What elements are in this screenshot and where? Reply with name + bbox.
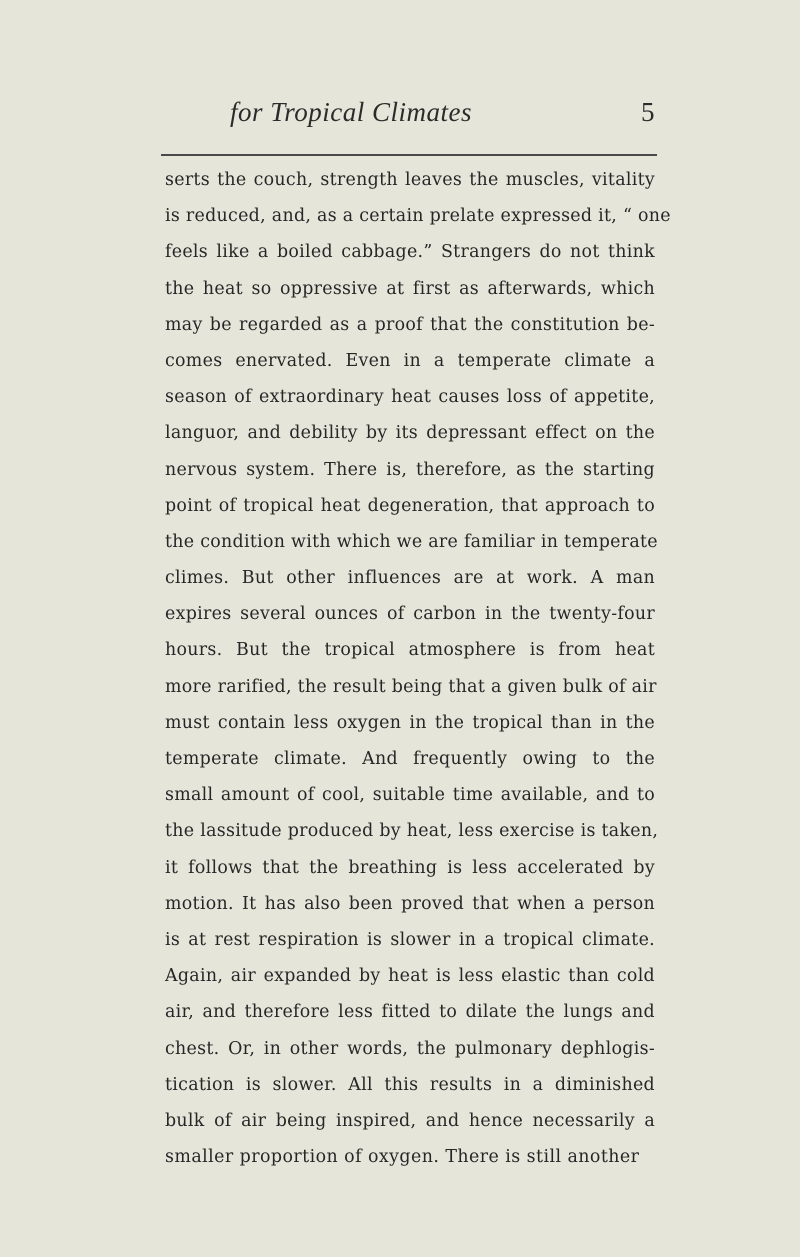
text-line: hours. But the tropical atmosphere is from heat	[165, 640, 655, 661]
text-line: smaller proportion of oxygen. There is still another	[165, 1147, 640, 1168]
text-line: more rarified, the result being that a given bulk of air	[165, 676, 657, 697]
text-line: small amount of cool, suitable time available, and to	[165, 785, 655, 806]
text-line: air, and therefore less fitted to dilate the lungs and	[165, 1002, 655, 1023]
text-line: motion. It has also been proved that when a person	[165, 893, 655, 914]
text-line: languor, and debility by its depressant effect on the	[165, 423, 655, 444]
text-line: nervous system. There is, therefore, as the starting	[165, 459, 655, 480]
text-line: bulk of air being inspired, and hence necessarily a	[165, 1110, 655, 1131]
body-text	[165, 162, 671, 1175]
page-number: 5	[641, 97, 655, 127]
text-line: feels like a boiled cabbage.” Strangers do not think	[165, 242, 655, 263]
text-line: temperate climate. And frequently owing to the	[165, 749, 655, 769]
header-rule	[161, 154, 657, 156]
text-line: season of extraordinary heat causes loss of appetite,	[165, 387, 655, 408]
text-line: Again, air expanded by heat is less elastic than cold	[165, 966, 655, 987]
page-header	[0, 97, 800, 127]
text-line: is reduced, and, as a certain prelate expressed it, “ one	[165, 206, 671, 227]
text-line: chest. Or, in other words, the pulmonary dephlogis-	[165, 1038, 655, 1059]
text-line: may be regarded as a proof that the constitution be-	[165, 314, 655, 335]
text-line: the condition with which we are familiar in temperate	[165, 531, 658, 552]
text-line: the heat so oppressive at first as afterwards, which	[165, 278, 655, 299]
running-title: for Tropical Climates	[230, 97, 473, 127]
text-line: climes. But other influences are at work. A man	[165, 568, 655, 589]
text-line: expires several ounces of carbon in the twenty-four	[165, 604, 655, 625]
text-line: serts the couch, strength leaves the muscles, vitality	[165, 170, 655, 190]
text-line: comes enervated. Even in a temperate climate a	[165, 350, 655, 371]
text-line: is at rest respiration is slower in a tropical climate.	[165, 929, 655, 950]
text-line: it follows that the breathing is less accelerated by	[165, 857, 655, 878]
text-line: must contain less oxygen in the tropical than in the	[165, 712, 655, 733]
text-line: the lassitude produced by heat, less exercise is taken,	[165, 821, 659, 842]
text-line: point of tropical heat degeneration, that approach to	[165, 495, 655, 516]
text-line: tication is slower. All this results in a diminished	[165, 1074, 655, 1095]
